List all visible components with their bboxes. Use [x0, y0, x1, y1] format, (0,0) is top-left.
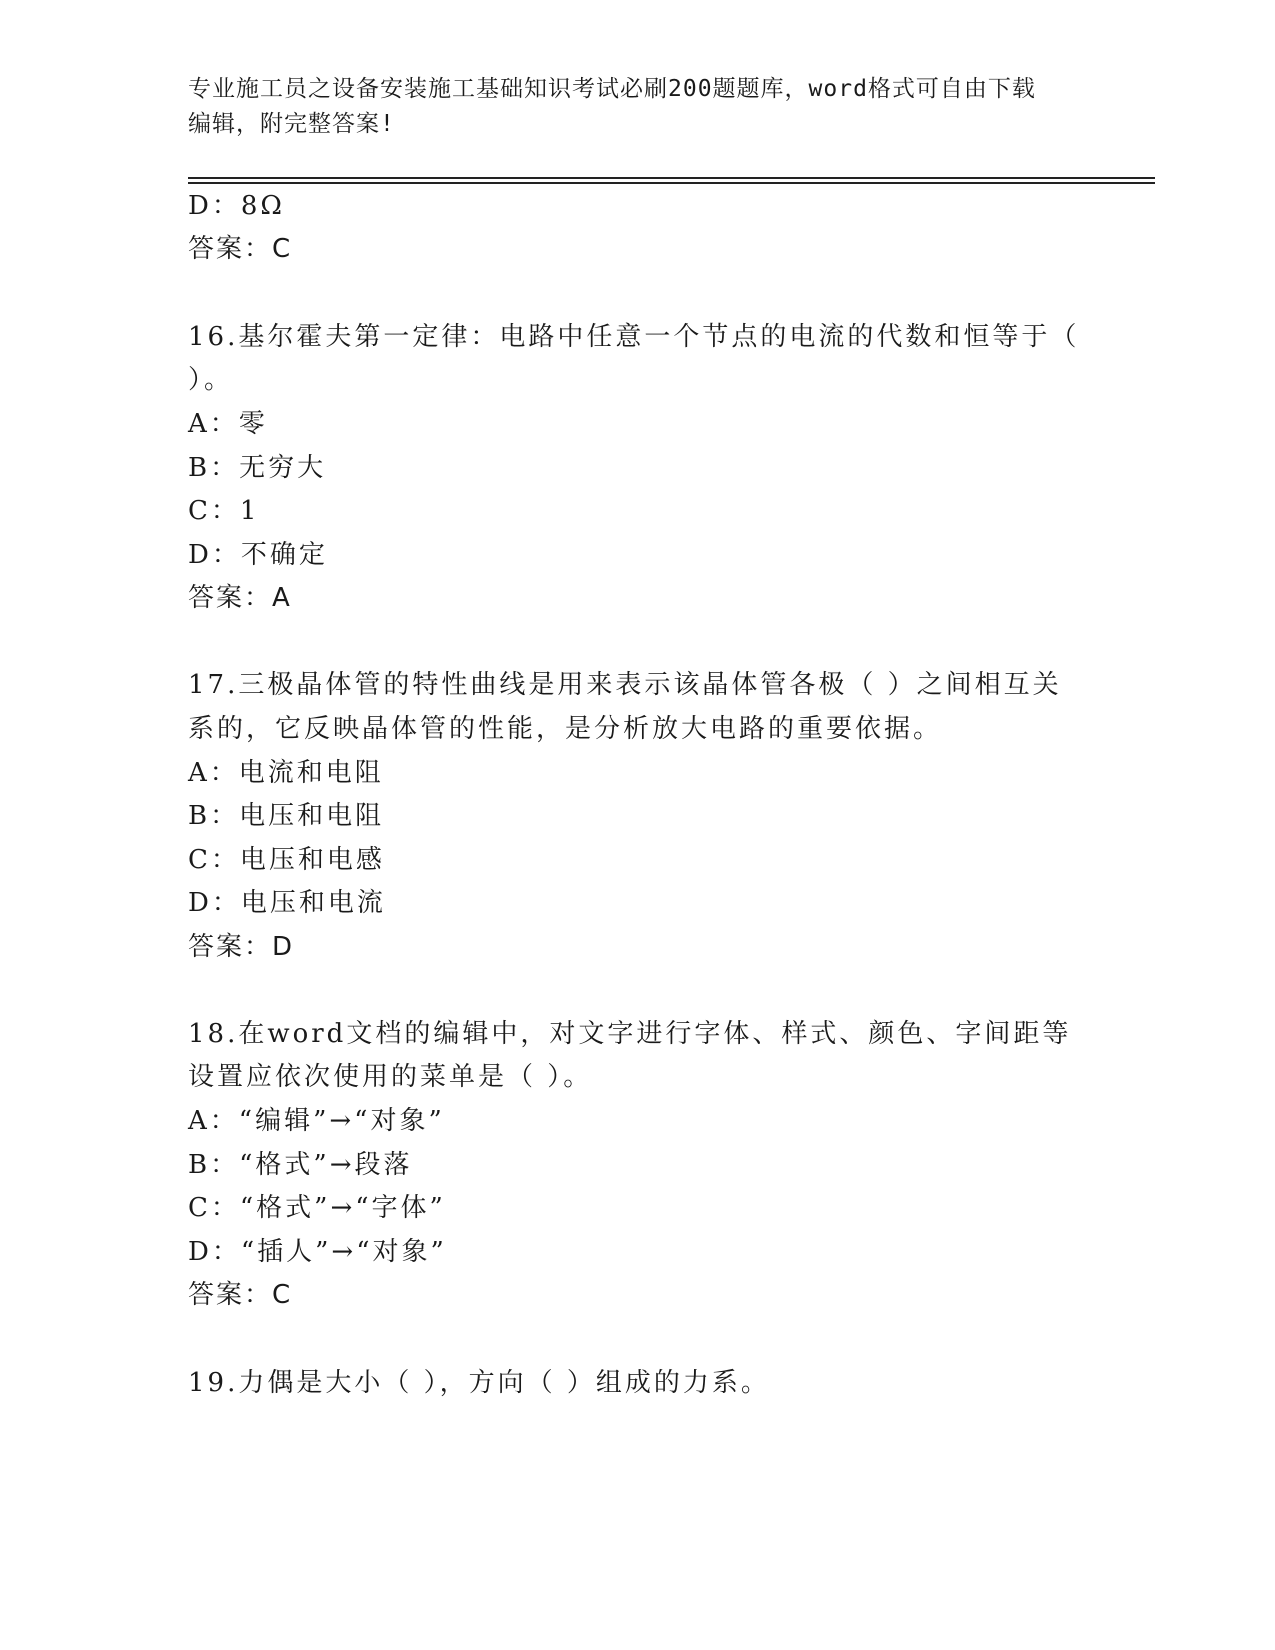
q16-option-c: C：1 — [188, 496, 260, 526]
q19-stem-line1: 19.力偶是大小（ ），方向（ ）组成的力系。 — [188, 1368, 770, 1398]
q16-answer: 答案：A — [188, 583, 292, 613]
header-title-line2: 编辑，附完整答案! — [188, 111, 395, 137]
q17-option-a: A：电流和电阻 — [188, 758, 384, 788]
q16-stem-line1: 16.基尔霍夫第一定律：电路中任意一个节点的电流的代数和恒等于（ — [188, 322, 1080, 352]
header-title-line1: 专业施工员之设备安装施工基础知识考试必刷200题题库，word格式可自由下载 — [188, 76, 1036, 102]
q17-option-d: D：电压和电流 — [188, 888, 386, 918]
q18-answer: 答案：C — [188, 1280, 293, 1310]
q15-answer: 答案：C — [188, 234, 293, 264]
header-divider-bottom — [188, 182, 1155, 184]
q16-option-d: D：不确定 — [188, 540, 328, 570]
q18-stem-line1: 18.在word文档的编辑中，对文字进行字体、样式、颜色、字间距等 — [188, 1019, 1072, 1049]
q18-option-b: B：“格式”→段落 — [188, 1150, 413, 1180]
q17-option-c: C：电压和电感 — [188, 845, 385, 875]
q17-stem-line2: 系的，它反映晶体管的性能，是分析放大电路的重要依据。 — [188, 714, 943, 744]
page-header — [188, 72, 1068, 142]
q18-option-c: C：“格式”→“字体” — [188, 1193, 446, 1223]
header-divider-top — [188, 177, 1155, 179]
q17-option-b: B：电压和电阻 — [188, 801, 385, 831]
q18-option-a: A：“编辑”→“对象” — [188, 1106, 445, 1136]
q16-option-b: B：无穷大 — [188, 453, 327, 483]
q17-stem-line1: 17.三极晶体管的特性曲线是用来表示该晶体管各极（ ）之间相互关 — [188, 670, 1062, 700]
q16-stem-line2: ）。 — [188, 365, 234, 395]
q15-option-d: D：8Ω — [188, 191, 285, 221]
q16-option-a: A：零 — [188, 409, 268, 439]
q18-stem-line2: 设置应依次使用的菜单是（ ）。 — [188, 1062, 593, 1092]
q18-option-d: D：“插人”→“对象” — [188, 1237, 447, 1267]
q17-answer: 答案：D — [188, 932, 295, 962]
